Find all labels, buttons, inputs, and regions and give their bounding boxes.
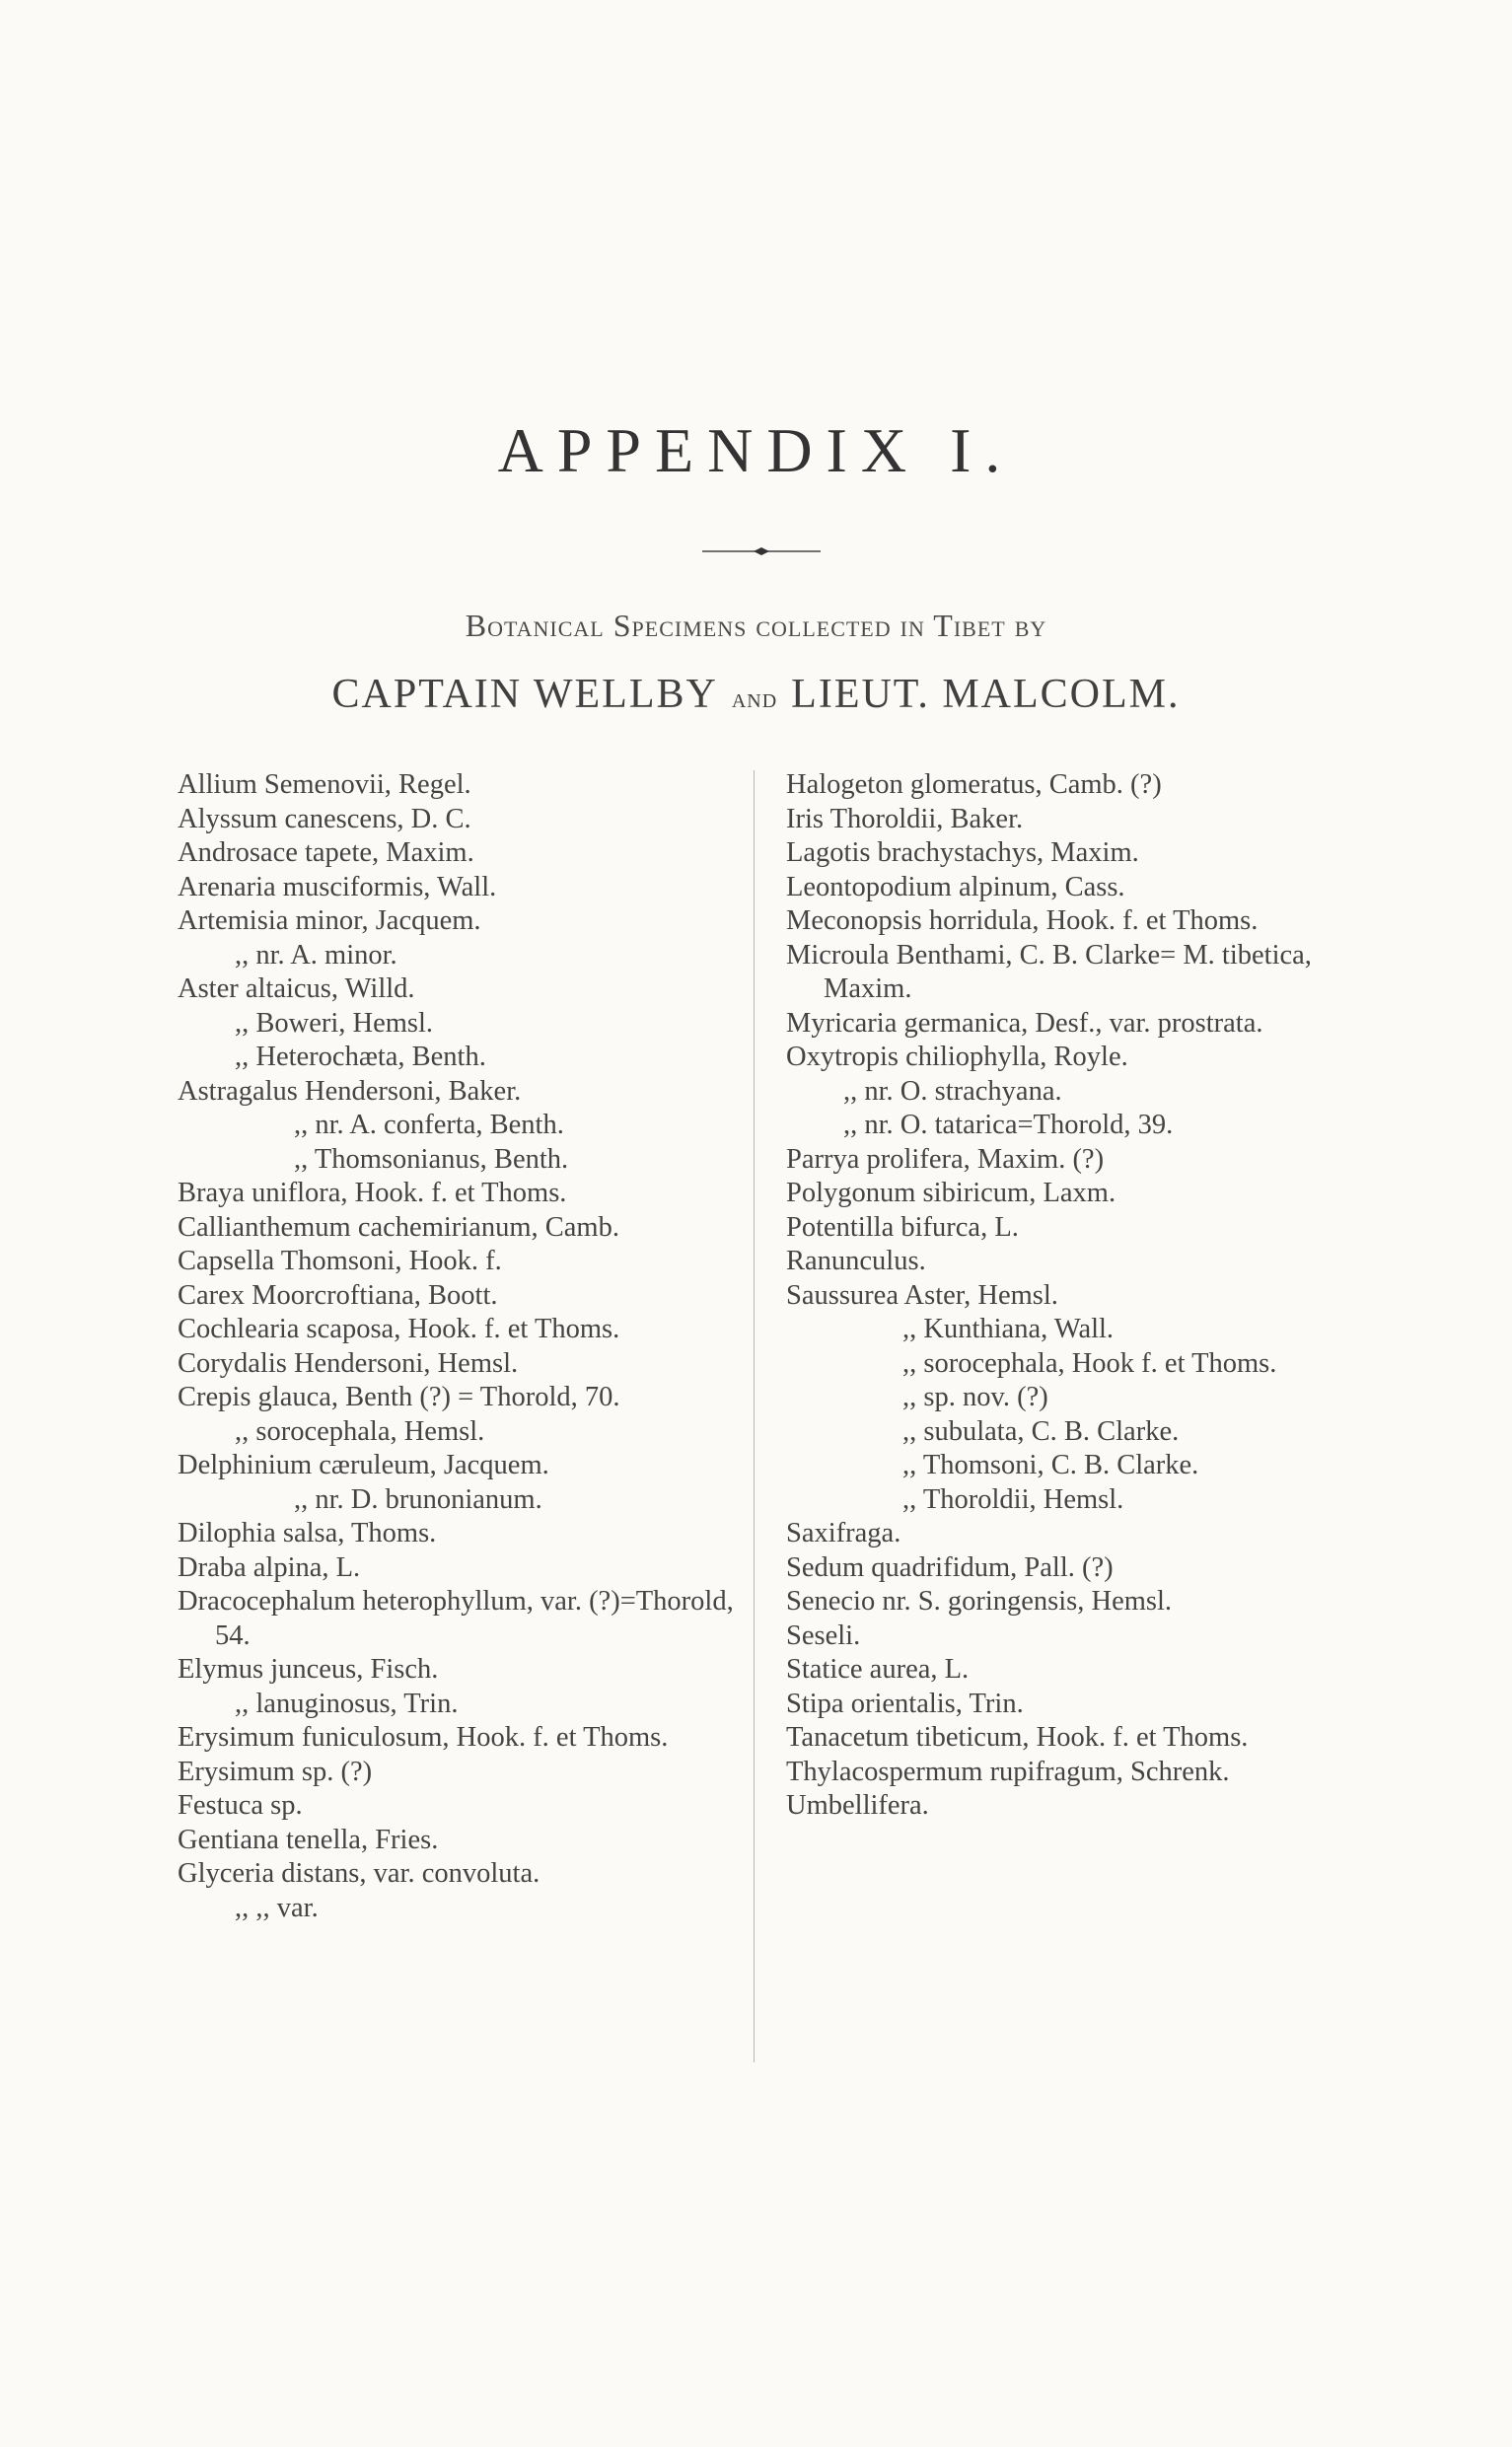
collectors-line bbox=[0, 671, 1512, 718]
species-entry: Corydalis Hendersoni, Hemsl. bbox=[178, 1347, 519, 1379]
species-entry: Microula Benthami, C. B. Clarke= M. tibetica, Maxim. bbox=[786, 939, 1312, 1004]
collector-and: and bbox=[731, 684, 778, 714]
species-list-left bbox=[178, 768, 740, 1925]
species-entry: ,, sp. nov. (?) bbox=[902, 1382, 1048, 1412]
species-entry: Leontopodium alpinum, Cass. bbox=[786, 871, 1125, 902]
species-entry: Potentilla bifurca, L. bbox=[786, 1211, 1019, 1243]
species-entry: Myricaria germanica, Desf., var. prostrata. bbox=[786, 1007, 1263, 1039]
species-entry: Artemisia minor, Jacquem. bbox=[178, 905, 481, 936]
species-entry: Saussurea Aster, Hemsl. bbox=[786, 1279, 1058, 1311]
species-entry: Lagotis brachystachys, Maxim. bbox=[786, 837, 1139, 868]
species-entry: ,, Heterochæta, Benth. bbox=[235, 1042, 486, 1072]
species-entry: Delphinium cæruleum, Jacquem. bbox=[178, 1450, 549, 1480]
species-entry: Draba alpina, L. bbox=[178, 1551, 361, 1583]
species-entry: ,, nr. A. conferta, Benth. bbox=[294, 1110, 564, 1140]
species-entry: ,, Thomsoni, C. B. Clarke. bbox=[902, 1450, 1199, 1480]
species-entry: ,, nr. O. tatarica=Thorold, 39. bbox=[843, 1110, 1174, 1140]
collector-first: CAPTAIN WELLBY bbox=[331, 672, 718, 717]
species-entry: Astragalus Hendersoni, Baker. bbox=[178, 1075, 522, 1107]
species-entry: Saxifraga. bbox=[786, 1518, 901, 1548]
species-entry: Halogeton glomeratus, Camb. (?) bbox=[786, 769, 1162, 800]
species-list-right bbox=[786, 768, 1338, 1824]
species-entry: Tanacetum tibeticum, Hook. f. et Thoms. bbox=[786, 1722, 1249, 1753]
collector-second: LIEUT. MALCOLM. bbox=[791, 672, 1181, 717]
species-entry: ,, lanuginosus, Trin. bbox=[235, 1688, 459, 1719]
species-entry: ,, sorocephala, Hook f. et Thoms. bbox=[902, 1347, 1277, 1379]
species-entry: ,, Kunthiana, Wall. bbox=[902, 1314, 1115, 1344]
species-entry: ,, subulata, C. B. Clarke. bbox=[902, 1415, 1180, 1447]
ornament-rule-icon bbox=[702, 545, 821, 557]
species-entry: Dilophia salsa, Thoms. bbox=[178, 1518, 437, 1548]
species-entry: Statice aurea, L. bbox=[786, 1654, 970, 1685]
species-entry: ,, nr. A. minor. bbox=[235, 939, 397, 971]
species-entry: Polygonum sibiricum, Laxm. bbox=[786, 1178, 1116, 1208]
subtitle: Botanical Specimens collected in Tibet by bbox=[465, 608, 1047, 643]
species-entry: Erysimum funiculosum, Hook. f. et Thoms. bbox=[178, 1722, 669, 1753]
species-entry: ,, ,, var. bbox=[235, 1892, 319, 1923]
species-entry: Iris Thoroldii, Baker. bbox=[786, 803, 1024, 834]
species-entry: Arenaria musciformis, Wall. bbox=[178, 871, 497, 902]
species-entry: Gentiana tenella, Fries. bbox=[178, 1824, 439, 1855]
species-entry: Thylacospermum rupifragum, Schrenk. bbox=[786, 1756, 1230, 1787]
species-entry: Senecio nr. S. goringensis, Hemsl. bbox=[786, 1586, 1173, 1617]
species-entry: Umbellifera. bbox=[786, 1790, 929, 1821]
species-entry: Callianthemum cachemirianum, Camb. bbox=[178, 1211, 619, 1243]
species-entry: ,, Boweri, Hemsl. bbox=[235, 1007, 434, 1039]
species-entry: Meconopsis horridula, Hook. f. et Thoms. bbox=[786, 905, 1259, 936]
species-entry: Carex Moorcroftiana, Boott. bbox=[178, 1279, 498, 1311]
species-entry: Cochlearia scaposa, Hook. f. et Thoms. bbox=[178, 1314, 620, 1344]
species-entry: ,, Thomsonianus, Benth. bbox=[294, 1143, 569, 1175]
species-entry: ,, sorocephala, Hemsl. bbox=[235, 1415, 485, 1447]
species-entry: Capsella Thomsoni, Hook. f. bbox=[178, 1246, 502, 1276]
species-entry: Seseli. bbox=[786, 1619, 861, 1651]
species-entry: Elymus junceus, Fisch. bbox=[178, 1654, 439, 1685]
species-entry: Festuca sp. bbox=[178, 1790, 303, 1821]
species-entry: Parrya prolifera, Maxim. (?) bbox=[786, 1143, 1105, 1175]
species-entry: Ranunculus. bbox=[786, 1246, 926, 1276]
species-entry: ,, nr. O. strachyana. bbox=[843, 1075, 1062, 1107]
species-entry: ,, Thoroldii, Hemsl. bbox=[902, 1483, 1124, 1515]
species-entry: Braya uniflora, Hook. f. et Thoms. bbox=[178, 1178, 567, 1208]
species-entry: Androsace tapete, Maxim. bbox=[178, 837, 474, 868]
species-entry: Dracocephalum heterophyllum, var. (?)=Thorold, 54. bbox=[178, 1586, 734, 1651]
column-divider bbox=[754, 770, 755, 2062]
species-entry: Oxytropis chiliophylla, Royle. bbox=[786, 1042, 1128, 1072]
species-entry: Glyceria distans, var. convoluta. bbox=[178, 1858, 540, 1889]
species-entry: Aster altaicus, Willd. bbox=[178, 973, 415, 1004]
species-entry: Stipa orientalis, Trin. bbox=[786, 1688, 1024, 1719]
species-entry: Erysimum sp. (?) bbox=[178, 1756, 373, 1787]
species-entry: Sedum quadrifidum, Pall. (?) bbox=[786, 1551, 1114, 1583]
species-entry: Allium Semenovii, Regel. bbox=[178, 769, 471, 800]
species-entry: Crepis glauca, Benth (?) = Thorold, 70. bbox=[178, 1382, 620, 1412]
species-entry: ,, nr. D. brunonianum. bbox=[294, 1483, 542, 1515]
species-entry: Alyssum canescens, D. C. bbox=[178, 803, 471, 834]
page-heading: APPENDIX I. bbox=[497, 415, 1015, 485]
